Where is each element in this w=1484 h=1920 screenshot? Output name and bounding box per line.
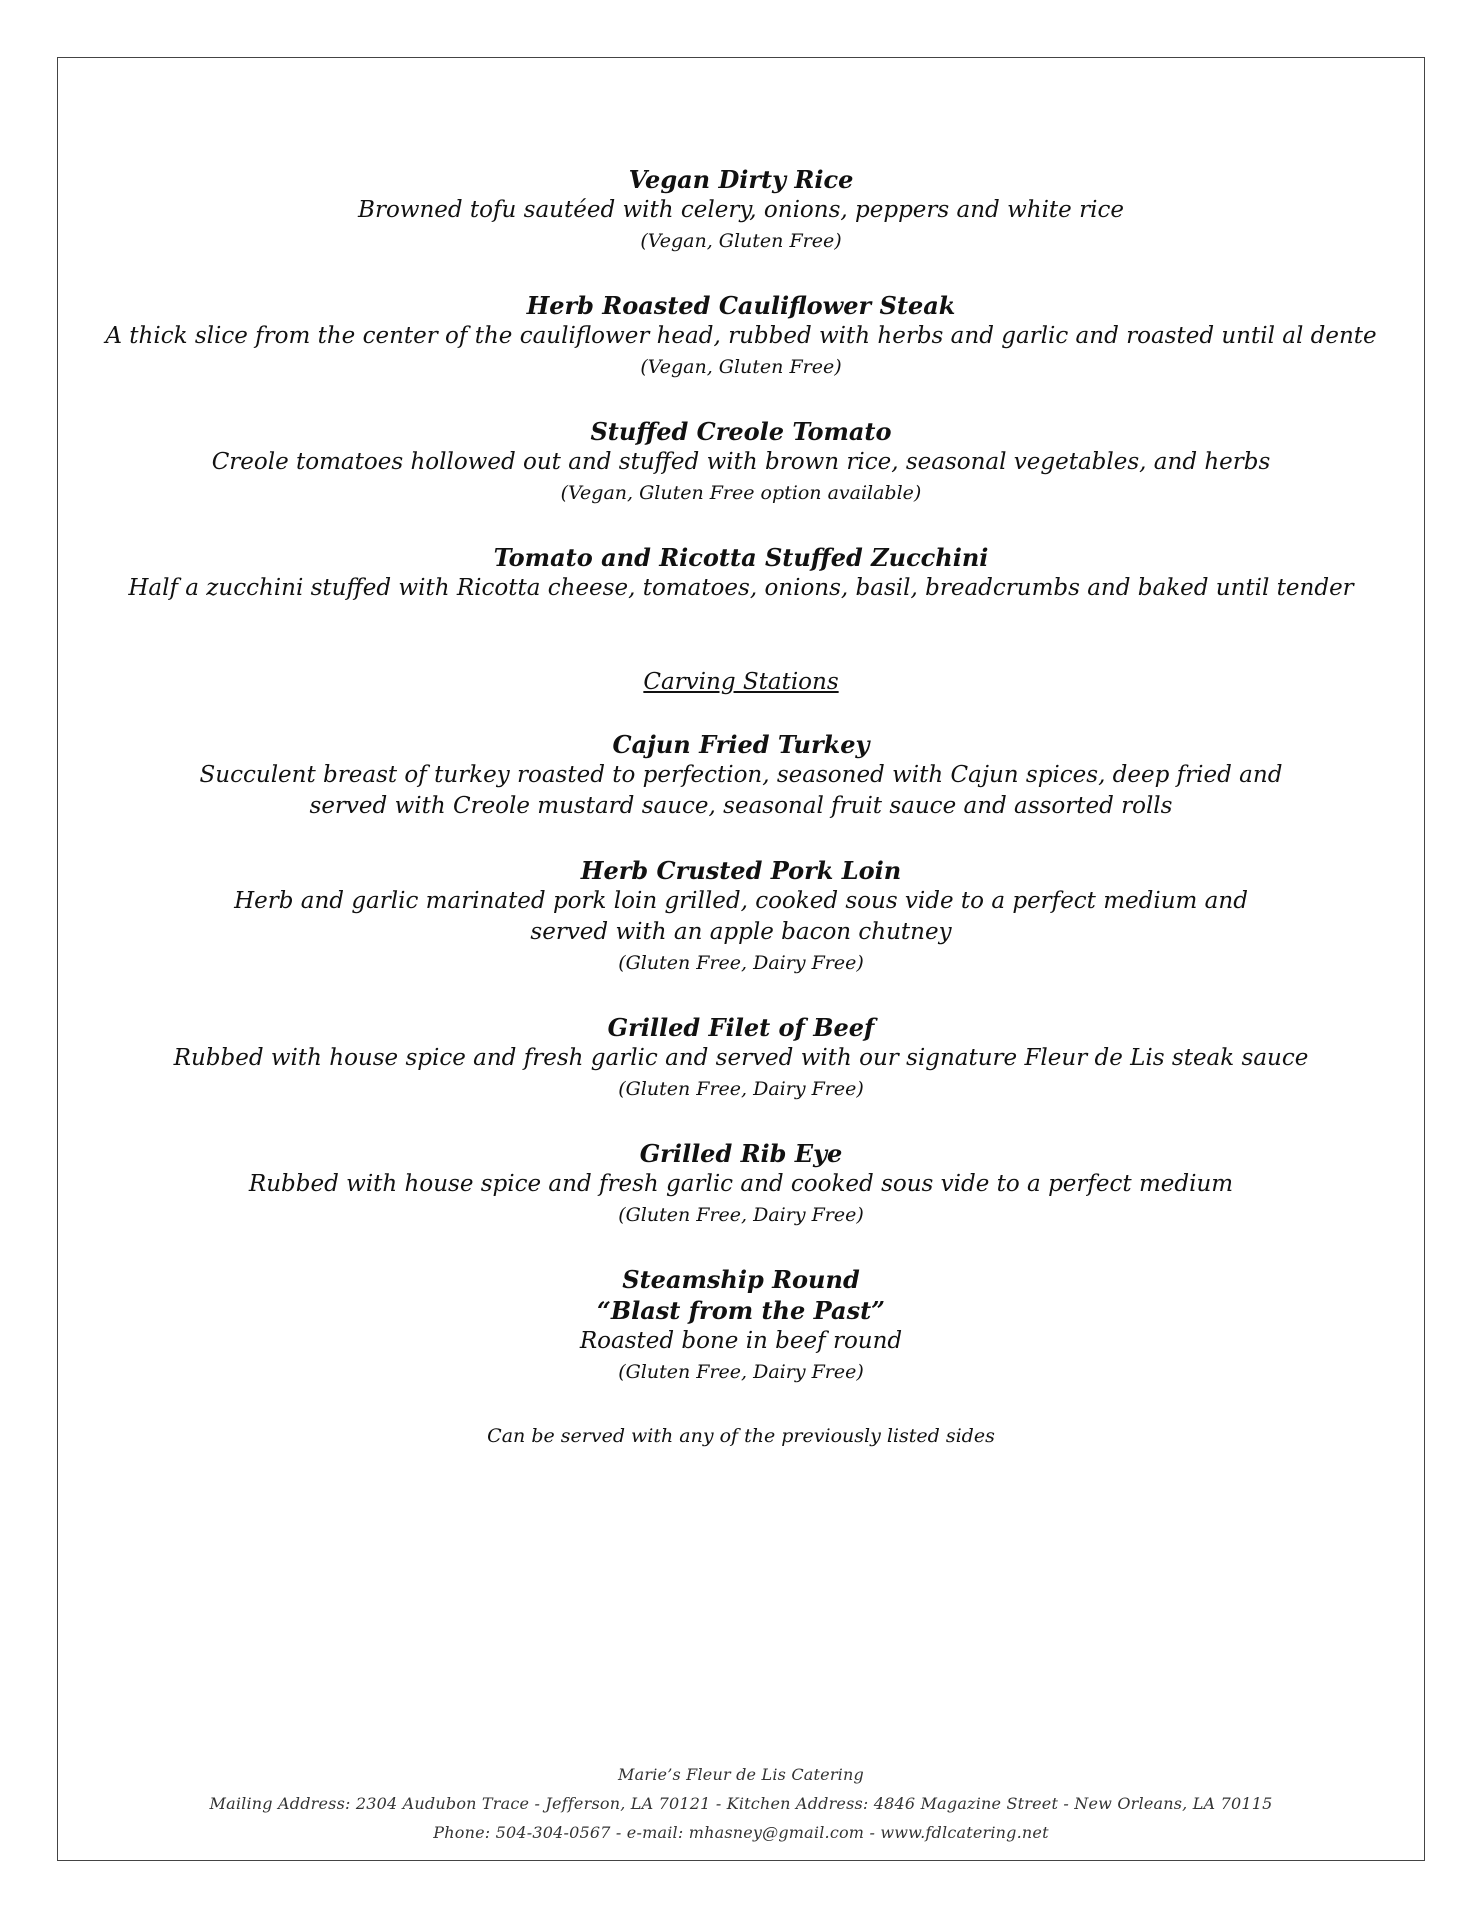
item-name: Grilled Filet of Beef	[607, 1013, 875, 1042]
footer-addresses: Mailing Address: 2304 Audubon Trace - Jefferson, LA 70121 - Kitchen Address: 4846 Magazine Street - New Orleans, LA 70115	[209, 1794, 1273, 1813]
item-description: Herb and garlic marinated pork loin grilled, cooked sous vide to a perfect medium and	[234, 888, 1248, 914]
footer-company-name: Marie’s Fleur de Lis Catering	[618, 1765, 864, 1784]
item-name: Steamship Round	[622, 1265, 860, 1294]
item-name: Tomato and Ricotta Stuffed Zucchini	[493, 543, 989, 572]
menu-item-cauliflower-steak	[57, 290, 1425, 383]
item-dietary-tags: (Gluten Free, Dairy Free)	[618, 952, 864, 974]
item-description: Rubbed with house spice and fresh garlic and served with our signature Fleur de Lis steak sauce	[173, 1045, 1309, 1071]
section-title-carving-stations: Carving Stations	[643, 669, 839, 695]
menu-item-stuffed-creole-tomato	[57, 416, 1425, 509]
menu-item-stuffed-zucchini	[57, 542, 1425, 604]
menu-item-vegan-dirty-rice	[57, 164, 1425, 257]
item-description: Rubbed with house spice and fresh garlic and cooked sous vide to a perfect medium	[248, 1171, 1234, 1197]
menu-content	[57, 164, 1425, 1452]
sides-note: Can be served with any of the previously listed sides	[487, 1425, 995, 1447]
menu-item-cajun-fried-turkey	[57, 729, 1425, 822]
item-description: Succulent breast of turkey roasted to perfection, seasoned with Cajun spices, deep fried and	[199, 762, 1283, 788]
item-dietary-tags: (Vegan, Gluten Free)	[640, 230, 842, 252]
item-name: Cajun Fried Turkey	[612, 730, 870, 759]
item-subname: “Blast from the Past”	[597, 1296, 885, 1325]
menu-item-herb-crusted-pork-loin	[57, 855, 1425, 979]
item-description: Roasted bone in beef round	[579, 1328, 903, 1354]
item-name: Herb Roasted Cauliflower Steak	[526, 291, 956, 320]
item-dietary-tags: (Gluten Free, Dairy Free)	[618, 1204, 864, 1226]
item-dietary-tags: (Gluten Free, Dairy Free)	[618, 1078, 864, 1100]
item-name: Stuffed Creole Tomato	[590, 417, 892, 446]
item-dietary-tags: (Vegan, Gluten Free)	[640, 356, 842, 378]
item-dietary-tags: (Vegan, Gluten Free option available)	[560, 482, 922, 504]
item-dietary-tags: (Gluten Free, Dairy Free)	[618, 1361, 864, 1383]
footer	[57, 1760, 1425, 1847]
item-description: A thick slice from the center of the cauliflower head, rubbed with herbs and garlic and roasted until al dente	[105, 323, 1377, 349]
menu-item-grilled-rib-eye	[57, 1138, 1425, 1231]
item-name: Herb Crusted Pork Loin	[580, 856, 902, 885]
item-description: served with an apple bacon chutney	[530, 919, 952, 945]
item-description: Creole tomatoes hollowed out and stuffed with brown rice, seasonal vegetables, and herbs	[211, 449, 1271, 475]
menu-item-grilled-filet-of-beef	[57, 1012, 1425, 1105]
item-description: Browned tofu sautéed with celery, onions, peppers and white rice	[358, 197, 1124, 223]
item-name: Grilled Rib Eye	[639, 1139, 843, 1168]
item-description: served with Creole mustard sauce, seasonal fruit sauce and assorted rolls	[309, 793, 1173, 819]
menu-item-steamship-round	[57, 1264, 1425, 1388]
item-description: Half a zucchini stuffed with Ricotta cheese, tomatoes, onions, basil, breadcrumbs and baked until tender	[128, 575, 1354, 601]
item-name: Vegan Dirty Rice	[628, 165, 854, 194]
footer-contact: Phone: 504-304-0567 - e-mail: mhasney@gmail.com - www.fdlcatering.net	[433, 1823, 1049, 1842]
